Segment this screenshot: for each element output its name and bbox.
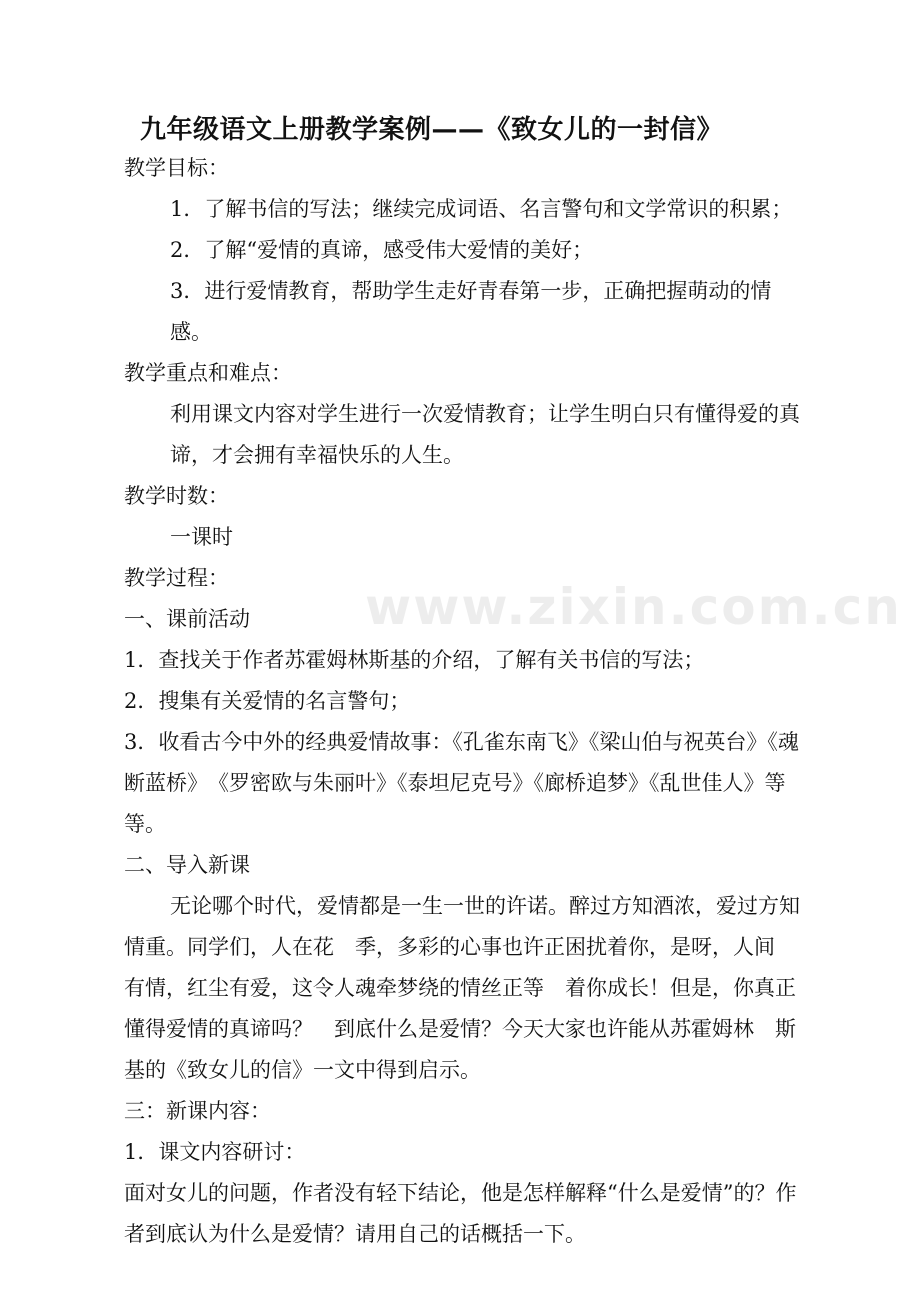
sub-heading: 1．课文内容研讨： (124, 1140, 306, 1164)
key-points-heading: 教学重点和难点： (124, 361, 292, 385)
section-heading: 一、课前活动 (124, 607, 250, 631)
section-heading: 二、导入新课 (124, 853, 250, 877)
hours-heading: 教学时数： (124, 484, 229, 508)
section-heading: 三：新课内容： (124, 1099, 271, 1123)
objective-item: 3．进行爱情教育，帮助学生走好青春第一步，正确把握萌动的情感。 (170, 279, 772, 344)
document-body (124, 148, 804, 1255)
objectives-heading: 教学目标： (124, 156, 229, 180)
key-points-text: 利用课文内容对学生进行一次爱情教育；让学生明白只有懂得爱的真谛，才会拥有幸福快乐的人生。 (170, 402, 800, 467)
list-item: 2．搜集有关爱情的名言警句； (124, 689, 411, 713)
watermark: www.zixin.com.cn (365, 578, 902, 636)
objective-item: 2．了解“爱情的真谛，感受伟大爱情的美好； (170, 238, 594, 262)
process-heading: 教学过程： (124, 566, 229, 590)
list-item: 1．查找关于作者苏霍姆林斯基的介绍，了解有关书信的写法； (124, 648, 705, 672)
hours-text: 一课时 (170, 525, 233, 549)
objective-item: 1．了解书信的写法；继续完成词语、名言警句和文学常识的积累； (170, 197, 793, 221)
question-paragraph: 面对女儿的问题，作者没有轻下结论，他是怎样解释“什么是爱情”的？作者到底认为什么是爱情？请用自己的话概括一下。 (124, 1181, 797, 1246)
intro-paragraph: 无论哪个时代，爱情都是一生一世的许诺。醉过方知酒浓，爱过方知情重。同学们，人在花 季，多彩的心事也许正困扰着你，是呀，人间 有情，红尘有爱，这令人魂牵梦绕的情丝正等 着你成长！但是，你真正懂得爱情的真谛吗？ 到底什么是爱情？今天大家也许能从苏霍姆林 斯基的《致女儿的信》一文中得到启示。 (124, 894, 800, 1082)
document-title: 九年级语文上册教学案例——《致女儿的一封信》 (140, 115, 724, 145)
list-item: 3．收看古今中外的经典爱情故事：《孔雀东南飞》《梁山伯与祝英台》《魂断蓝桥》 《罗密欧与朱丽叶》《泰坦尼克号》《廊桥追梦》《乱世佳人》等等。 (124, 730, 799, 836)
